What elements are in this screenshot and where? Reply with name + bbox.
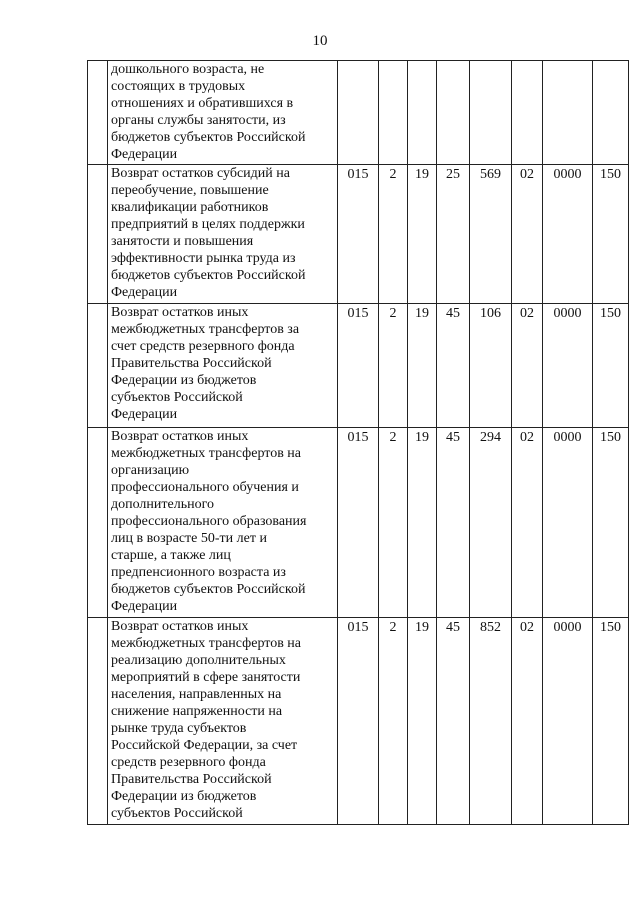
code-cell: 45	[437, 428, 470, 618]
row-description: дошкольного возраста, не состоящих в трудовых отношениях и обратившихся в органы службы занятости, из бюджетов субъектов Российской Федерации	[111, 62, 306, 162]
page-number: 10	[312, 33, 328, 49]
code-cell	[593, 61, 629, 165]
code-cell: 2	[379, 165, 408, 304]
table-row	[88, 304, 629, 428]
code-cell: 150	[593, 618, 629, 825]
code-cell: 19	[408, 428, 437, 618]
code-cell: 02	[512, 304, 543, 428]
row-marker-cell	[88, 304, 108, 428]
row-marker-cell	[88, 165, 108, 304]
row-description: Возврат остатков иных межбюджетных трансфертов на реализацию дополнительных мероприятий в сфере занятости населения, направленных на снижение напряженности на рынке труда субъектов Российской Федерации, за счет средств резервного фонда Правительства Российской Федерации из бюджетов субъектов Российской	[111, 619, 302, 821]
code-cell	[379, 61, 408, 165]
table-row	[88, 61, 629, 165]
code-cell	[338, 61, 379, 165]
code-cell: 19	[408, 165, 437, 304]
row-description: Возврат остатков иных межбюджетных трансфертов за счет средств резервного фонда Правительства Российской Федерации из бюджетов субъектов Российской Федерации	[111, 305, 300, 422]
code-cell: 150	[593, 428, 629, 618]
row-description: Возврат остатков иных межбюджетных трансфертов на организацию профессионального обучения и дополнительного профессионального образования лиц в возрасте 50-ти лет и старше, а также лиц предпенсионного возраста из бюджетов субъектов Российской Федерации	[111, 429, 307, 614]
code-cell: 150	[593, 304, 629, 428]
table-row	[88, 165, 629, 304]
code-cell	[470, 61, 512, 165]
code-cell: 2	[379, 428, 408, 618]
table-row	[88, 428, 629, 618]
code-cell: 150	[593, 165, 629, 304]
code-cell: 106	[470, 304, 512, 428]
code-cell	[408, 61, 437, 165]
row-marker-cell	[88, 61, 108, 165]
code-cell: 02	[512, 428, 543, 618]
code-cell: 02	[512, 618, 543, 825]
code-cell	[512, 61, 543, 165]
code-cell: 852	[470, 618, 512, 825]
code-cell: 45	[437, 618, 470, 825]
row-marker-cell	[88, 428, 108, 618]
budget-code-table	[87, 60, 629, 825]
code-cell: 2	[379, 618, 408, 825]
code-cell: 569	[470, 165, 512, 304]
row-marker-cell	[88, 618, 108, 825]
code-cell: 2	[379, 304, 408, 428]
code-cell	[437, 61, 470, 165]
code-cell: 015	[338, 428, 379, 618]
code-cell: 015	[338, 304, 379, 428]
code-cell: 0000	[543, 618, 593, 825]
code-cell: 0000	[543, 165, 593, 304]
code-cell: 25	[437, 165, 470, 304]
code-cell: 015	[338, 618, 379, 825]
code-cell: 015	[338, 165, 379, 304]
code-cell: 02	[512, 165, 543, 304]
code-cell: 294	[470, 428, 512, 618]
code-cell: 0000	[543, 304, 593, 428]
code-cell	[543, 61, 593, 165]
table-row	[88, 618, 629, 825]
row-description: Возврат остатков субсидий на переобучение, повышение квалификации работников предприятий в целях поддержки занятости и повышения эффективности рынка труда из бюджетов субъектов Российской Федерации	[111, 166, 306, 300]
code-cell: 0000	[543, 428, 593, 618]
code-cell: 45	[437, 304, 470, 428]
code-cell: 19	[408, 304, 437, 428]
code-cell: 19	[408, 618, 437, 825]
